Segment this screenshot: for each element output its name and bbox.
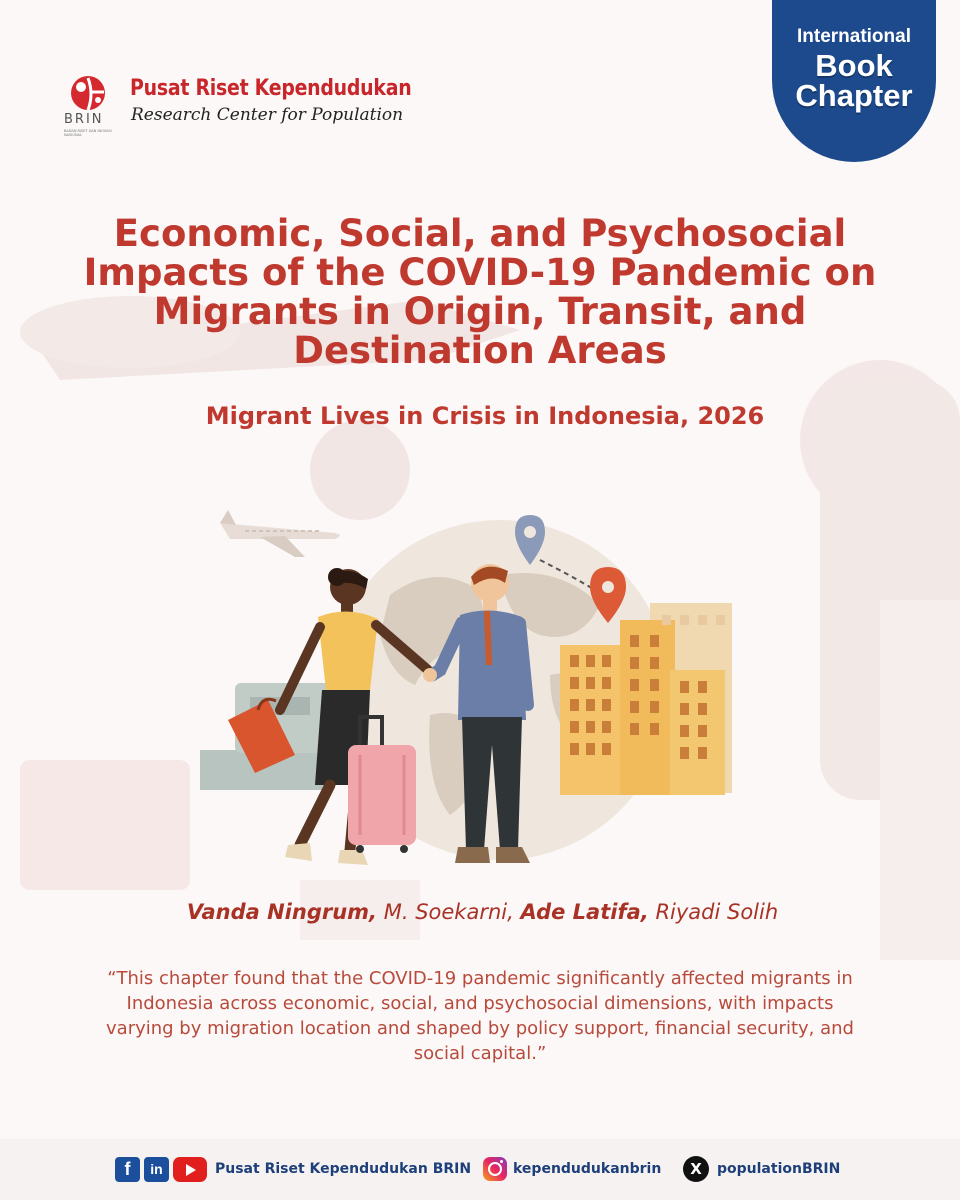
airplane-icon	[220, 510, 340, 557]
linkedin-icon[interactable]: in	[144, 1157, 169, 1182]
facebook-icon[interactable]: f	[115, 1157, 140, 1182]
footer-instagram[interactable]	[483, 1155, 661, 1183]
brin-logo-subtext: BADAN RISET DAN INOVASI NASIONAL	[64, 129, 112, 137]
footer-x[interactable]	[683, 1155, 840, 1183]
footer-brin-handle[interactable]: Pusat Riset Kependudukan BRIN	[215, 1161, 472, 1177]
footer-x-handle[interactable]: populationBRIN	[717, 1161, 841, 1177]
x-icon[interactable]: X	[683, 1156, 709, 1182]
author-3: Ade Latifa,	[520, 900, 649, 924]
badge-line-2: Book	[815, 48, 893, 83]
youtube-icon[interactable]	[173, 1157, 207, 1182]
author-4: Riyadi Solih	[655, 900, 779, 924]
footer-brin-social[interactable]	[115, 1155, 471, 1183]
badge-line-3: Chapter	[795, 78, 913, 113]
social-footer	[0, 1139, 960, 1200]
international-book-chapter-badge	[772, 0, 936, 162]
brin-logo-icon	[66, 74, 110, 114]
author-2: M. Soekarni,	[383, 900, 514, 924]
chapter-title: Economic, Social, and Psychosocial Impacts of the COVID-19 Pandemic on Migrants in Origin, Transit, and Destination Areas	[83, 212, 877, 372]
summary-quote: “This chapter found that the COVID-19 pandemic significantly affected migrants in Indonesia across economic, social, and psychosocial dimensions, with impacts varying by migration location and shaped by policy support, financial security, and social capital.”	[106, 968, 854, 1064]
org-name: Pusat Riset Kependudukan	[130, 76, 412, 101]
org-name-en: Research Center for Population	[131, 105, 404, 125]
authors-line	[60, 900, 905, 924]
brin-logo	[62, 74, 122, 144]
book-title: Migrant Lives in Crisis in Indonesia, 2026	[205, 402, 765, 430]
instagram-icon[interactable]	[483, 1157, 507, 1181]
brin-logo-text: BRIN	[64, 112, 104, 127]
badge-line-1: International	[796, 26, 911, 47]
author-1: Vanda Ningrum,	[186, 900, 378, 924]
footer-instagram-handle[interactable]: kependudukanbrin	[513, 1161, 662, 1177]
migrants-handshake-illustration	[200, 505, 760, 880]
